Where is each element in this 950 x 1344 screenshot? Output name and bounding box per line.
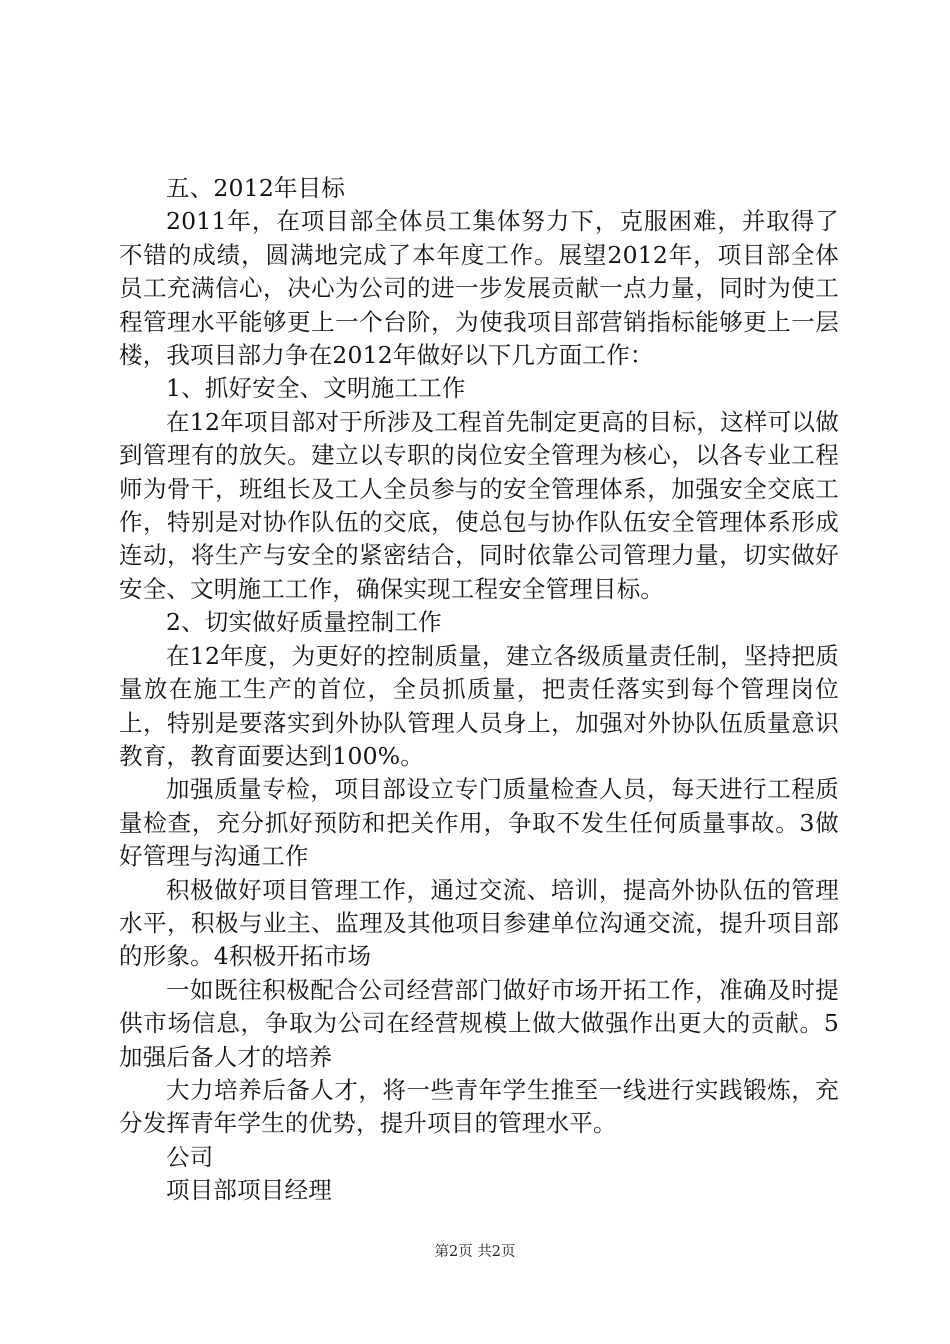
intro-paragraph: 2011年，在项目部全体员工集体努力下，克服困难，并取得了不错的成绩，圆满地完成了本年度工作。展望2012年，项目部全体员工充满信心，决心为公司的进一步发展贡献一点力量，同时为使工程管理水平能够更上一个台阶，为使我项目部营销指标能够更上一层楼，我项目部力争在2012年做好以下几方面工作： xyxy=(119,207,839,370)
document-body xyxy=(119,172,839,1208)
safety-paragraph: 在12年项目部对于所涉及工程首先制定更高的目标，这样可以做到管理有的放矢。建立以专职的岗位安全管理为核心，以各专业工程师为骨干，班组长及工人全员参与的安全管理体系，加强安全交底工作，特别是对协作队伍的交底，使总包与协作队伍安全管理体系形成连动，将生产与安全的紧密结合，同时依靠公司管理力量，切实做好安全、文明施工工作，确保实现工程安全管理目标。 xyxy=(119,407,839,603)
management-paragraph: 积极做好项目管理工作，通过交流、培训，提高外协队伍的管理水平，积极与业主、监理及其他项目参建单位沟通交流，提升项目部的形象。4积极开拓市场 xyxy=(119,875,839,971)
subheading-quality: 2、切实做好质量控制工作 xyxy=(166,608,442,637)
section-heading: 五、2012年目标 xyxy=(166,174,346,202)
signature-manager: 项目部项目经理 xyxy=(166,1176,332,1205)
talent-paragraph: 大力培养后备人才，将一些青年学生推至一线进行实践锻炼，充分发挥青年学生的优势，提升项目的管理水平。 xyxy=(119,1075,839,1138)
market-paragraph: 一如既往积极配合公司经营部门做好市场开拓工作，准确及时提供市场信息，争取为公司在经营规模上做大做强作出更大的贡献。5加强后备人才的培养 xyxy=(119,975,839,1071)
page-footer: 第2页 共2页 xyxy=(434,1244,516,1260)
quality-paragraph: 在12年度，为更好的控制质量，建立各级质量责任制，坚持把质量放在施工生产的首位，全员抓质量，把责任落实到每个管理岗位上，特别是要落实到外协队管理人员身上，加强对外协队伍质量意识教育，教育面要达到100%。 xyxy=(119,641,839,770)
signature-company: 公司 xyxy=(166,1142,214,1171)
quality-inspection-paragraph: 加强质量专检，项目部设立专门质量检查人员，每天进行工程质量检查，充分抓好预防和把关作用，争取不发生任何质量事故。3做好管理与沟通工作 xyxy=(119,775,839,871)
subheading-safety: 1、抓好安全、文明施工工作 xyxy=(166,374,466,403)
